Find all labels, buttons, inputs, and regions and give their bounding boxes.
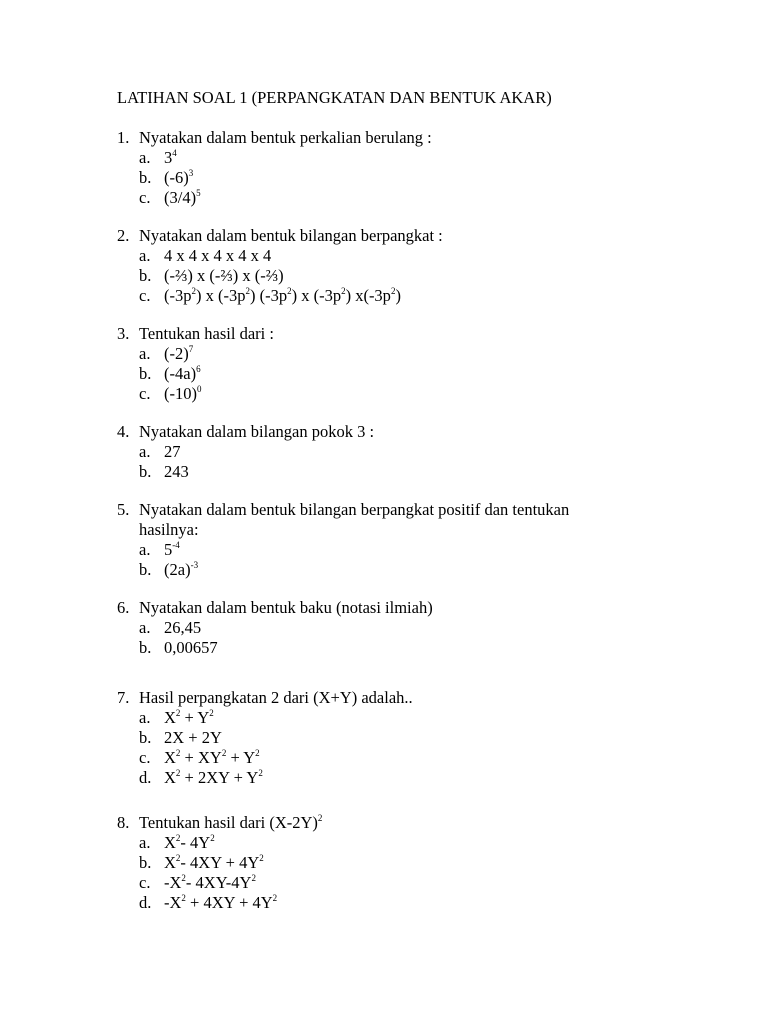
question-number: 8. [117, 813, 130, 832]
question-3 [117, 324, 274, 404]
expression-text: 3 [164, 148, 173, 167]
option-expression [164, 540, 180, 560]
option-a [117, 344, 274, 364]
option-label: b. [139, 560, 152, 579]
option-label: c. [139, 188, 151, 207]
question-text-main: Nyatakan dalam bentuk bilangan berpangkat : [139, 226, 443, 245]
question-text-continued: hasilnya: [139, 520, 199, 539]
exponent: 2 [175, 748, 181, 758]
option-label: c. [139, 873, 151, 892]
option-d [117, 893, 322, 913]
expression-text: (-4a) [164, 364, 197, 383]
question-text-main: Nyatakan dalam bentuk bilangan berpangkat positif dan tentukan [139, 500, 570, 519]
option-label: a. [139, 148, 151, 167]
expression-text: - 4Y [180, 833, 211, 852]
option-expression [164, 748, 260, 768]
question-number: 3. [117, 324, 130, 343]
expression-text: (-10) [164, 384, 197, 403]
expression-text: + Y [226, 748, 256, 767]
option-a [117, 540, 569, 560]
option-label: a. [139, 833, 151, 852]
exponent: 2 [175, 708, 181, 718]
exponent: 2 [175, 833, 181, 843]
expression-text: 26,45 [164, 618, 202, 637]
option-label: d. [139, 768, 152, 787]
expression-text: ) x (-3p [196, 286, 246, 305]
expression-text: + 4XY + 4Y [185, 893, 273, 912]
expression-text: + XY [180, 748, 222, 767]
option-expression [164, 384, 201, 404]
option-label: c. [139, 286, 151, 305]
expression-text: ) (-3p [249, 286, 288, 305]
expression-text: 243 [164, 462, 189, 481]
exponent: 2 [175, 768, 181, 778]
exponent: 2 [221, 748, 227, 758]
exponent: 2 [272, 893, 278, 903]
expression-text: ) x (-3p [291, 286, 342, 305]
question-line [117, 422, 374, 442]
expression-text: ) x(-3p [345, 286, 391, 305]
option-label: a. [139, 618, 151, 637]
option-expression [164, 768, 263, 788]
exponent: 2 [191, 286, 196, 296]
option-expression [164, 442, 181, 462]
option-expression [164, 728, 222, 748]
option-label: c. [139, 384, 151, 403]
option-label: b. [139, 853, 152, 872]
question-number: 7. [117, 688, 130, 707]
expression-text: (-2) [164, 344, 189, 363]
option-label: b. [139, 364, 152, 383]
question-line [117, 324, 274, 344]
expression-text: + Y [180, 708, 210, 727]
option-b [117, 638, 433, 658]
exponent: -3 [190, 560, 199, 570]
question-number: 1. [117, 128, 130, 147]
option-expression [164, 148, 177, 168]
option-expression [164, 638, 218, 658]
option-label: b. [139, 168, 152, 187]
question-text-exponent: 2 [317, 813, 323, 823]
question-line [117, 128, 432, 148]
option-expression [164, 364, 201, 384]
option-label: a. [139, 246, 151, 265]
option-expression [164, 188, 201, 208]
exponent: 2 [258, 768, 263, 778]
exponent: 3 [188, 168, 194, 178]
option-a [117, 833, 322, 853]
question-5 [117, 500, 569, 580]
option-b [117, 266, 443, 286]
exponent: 0 [196, 384, 202, 394]
expression-text: 5 [164, 540, 173, 559]
option-label: a. [139, 708, 151, 727]
question-8 [117, 813, 322, 913]
question-text [139, 688, 413, 708]
option-expression [164, 344, 193, 364]
expression-text: - 4XY-4Y [185, 873, 252, 892]
question-text [139, 128, 432, 148]
option-b [117, 728, 413, 748]
question-1 [117, 128, 432, 208]
exponent: 2 [209, 708, 214, 718]
option-c [117, 188, 432, 208]
option-expression [164, 893, 277, 913]
expression-text: - 4XY + 4Y [180, 853, 260, 872]
exponent: 2 [245, 286, 250, 296]
option-a [117, 148, 432, 168]
option-expression [164, 246, 271, 266]
option-b [117, 364, 274, 384]
option-b [117, 853, 322, 873]
option-a [117, 246, 443, 266]
question-6 [117, 598, 433, 658]
question-text [139, 324, 274, 344]
option-label: d. [139, 893, 152, 912]
expression-text: X [164, 853, 176, 872]
option-label: b. [139, 266, 152, 285]
question-text [139, 226, 443, 246]
exponent: 2 [251, 873, 256, 883]
expression-text: 2X + 2Y [164, 728, 222, 747]
expression-text: (2a) [164, 560, 191, 579]
question-2 [117, 226, 443, 306]
expression-text: 0,00657 [164, 638, 218, 657]
expression-text: 27 [164, 442, 181, 461]
question-text-main: Nyatakan dalam bilangan pokok 3 : [139, 422, 375, 441]
option-label: a. [139, 344, 151, 363]
option-expression [164, 286, 401, 306]
option-a [117, 708, 413, 728]
option-label: b. [139, 728, 152, 747]
option-c [117, 384, 274, 404]
expression-text: X [164, 768, 176, 787]
question-number: 6. [117, 598, 130, 617]
option-expression [164, 462, 189, 482]
expression-text: ) [395, 286, 401, 305]
option-label: c. [139, 748, 151, 767]
expression-text: (3/4) [164, 188, 197, 207]
question-number: 4. [117, 422, 130, 441]
question-text [139, 422, 374, 442]
expression-text: + 2XY + Y [180, 768, 259, 787]
question-7 [117, 688, 413, 788]
expression-text: (-3p [164, 286, 192, 305]
expression-text: 4 x 4 x 4 x 4 x 4 [164, 246, 272, 265]
option-c [117, 286, 443, 306]
option-expression [164, 873, 256, 893]
option-label: a. [139, 442, 151, 461]
expression-text: X [164, 833, 176, 852]
exponent: 2 [181, 893, 186, 903]
option-expression [164, 266, 284, 286]
option-b [117, 168, 432, 188]
question-line [117, 500, 569, 520]
exponent: 2 [181, 873, 186, 883]
expression-text: (-⅔) x (-⅔) x (-⅔) [164, 266, 284, 285]
question-line [117, 813, 322, 833]
exponent: 2 [341, 286, 346, 296]
exponent: -4 [172, 540, 180, 550]
question-number: 2. [117, 226, 130, 245]
question-line [117, 688, 413, 708]
option-expression [164, 833, 215, 853]
exponent: 2 [287, 286, 292, 296]
expression-text: -X [164, 873, 182, 892]
option-expression [164, 618, 201, 638]
question-text [139, 500, 569, 520]
expression-text: -X [164, 893, 182, 912]
expression-text: X [164, 748, 176, 767]
question-text-main: Tentukan hasil dari (X-2Y) [139, 813, 318, 832]
option-c [117, 873, 322, 893]
option-expression [164, 708, 214, 728]
exponent: 2 [255, 748, 260, 758]
exponent: 2 [259, 853, 264, 863]
page-title: LATIHAN SOAL 1 (PERPANGKATAN DAN BENTUK AKAR) [117, 88, 552, 107]
exponent: 4 [172, 148, 177, 158]
option-b [117, 560, 569, 580]
option-expression [164, 168, 193, 188]
option-label: b. [139, 638, 152, 657]
exponent: 7 [188, 344, 194, 354]
question-line [117, 226, 443, 246]
question-4 [117, 422, 374, 482]
question-text-main: Hasil perpangkatan 2 dari (X+Y) adalah.. [139, 688, 413, 707]
option-b [117, 462, 374, 482]
question-text [139, 813, 322, 833]
exponent: 5 [196, 188, 201, 198]
question-text-main: Nyatakan dalam bentuk baku (notasi ilmiah) [139, 598, 433, 617]
question-text [139, 598, 433, 618]
option-a [117, 442, 374, 462]
question-number: 5. [117, 500, 130, 519]
exponent: 2 [390, 286, 396, 296]
exponent: 6 [196, 364, 201, 374]
expression-text: (-6) [164, 168, 189, 187]
question-text-main: Nyatakan dalam bentuk perkalian berulang : [139, 128, 432, 147]
option-c [117, 748, 413, 768]
question-text-main: Tentukan hasil dari : [139, 324, 274, 343]
exponent: 2 [210, 833, 215, 843]
question-line [117, 598, 433, 618]
option-expression [164, 560, 198, 580]
option-d [117, 768, 413, 788]
expression-text: X [164, 708, 176, 727]
option-label: a. [139, 540, 151, 559]
option-expression [164, 853, 264, 873]
exponent: 2 [175, 853, 181, 863]
option-label: b. [139, 462, 152, 481]
option-a [117, 618, 433, 638]
